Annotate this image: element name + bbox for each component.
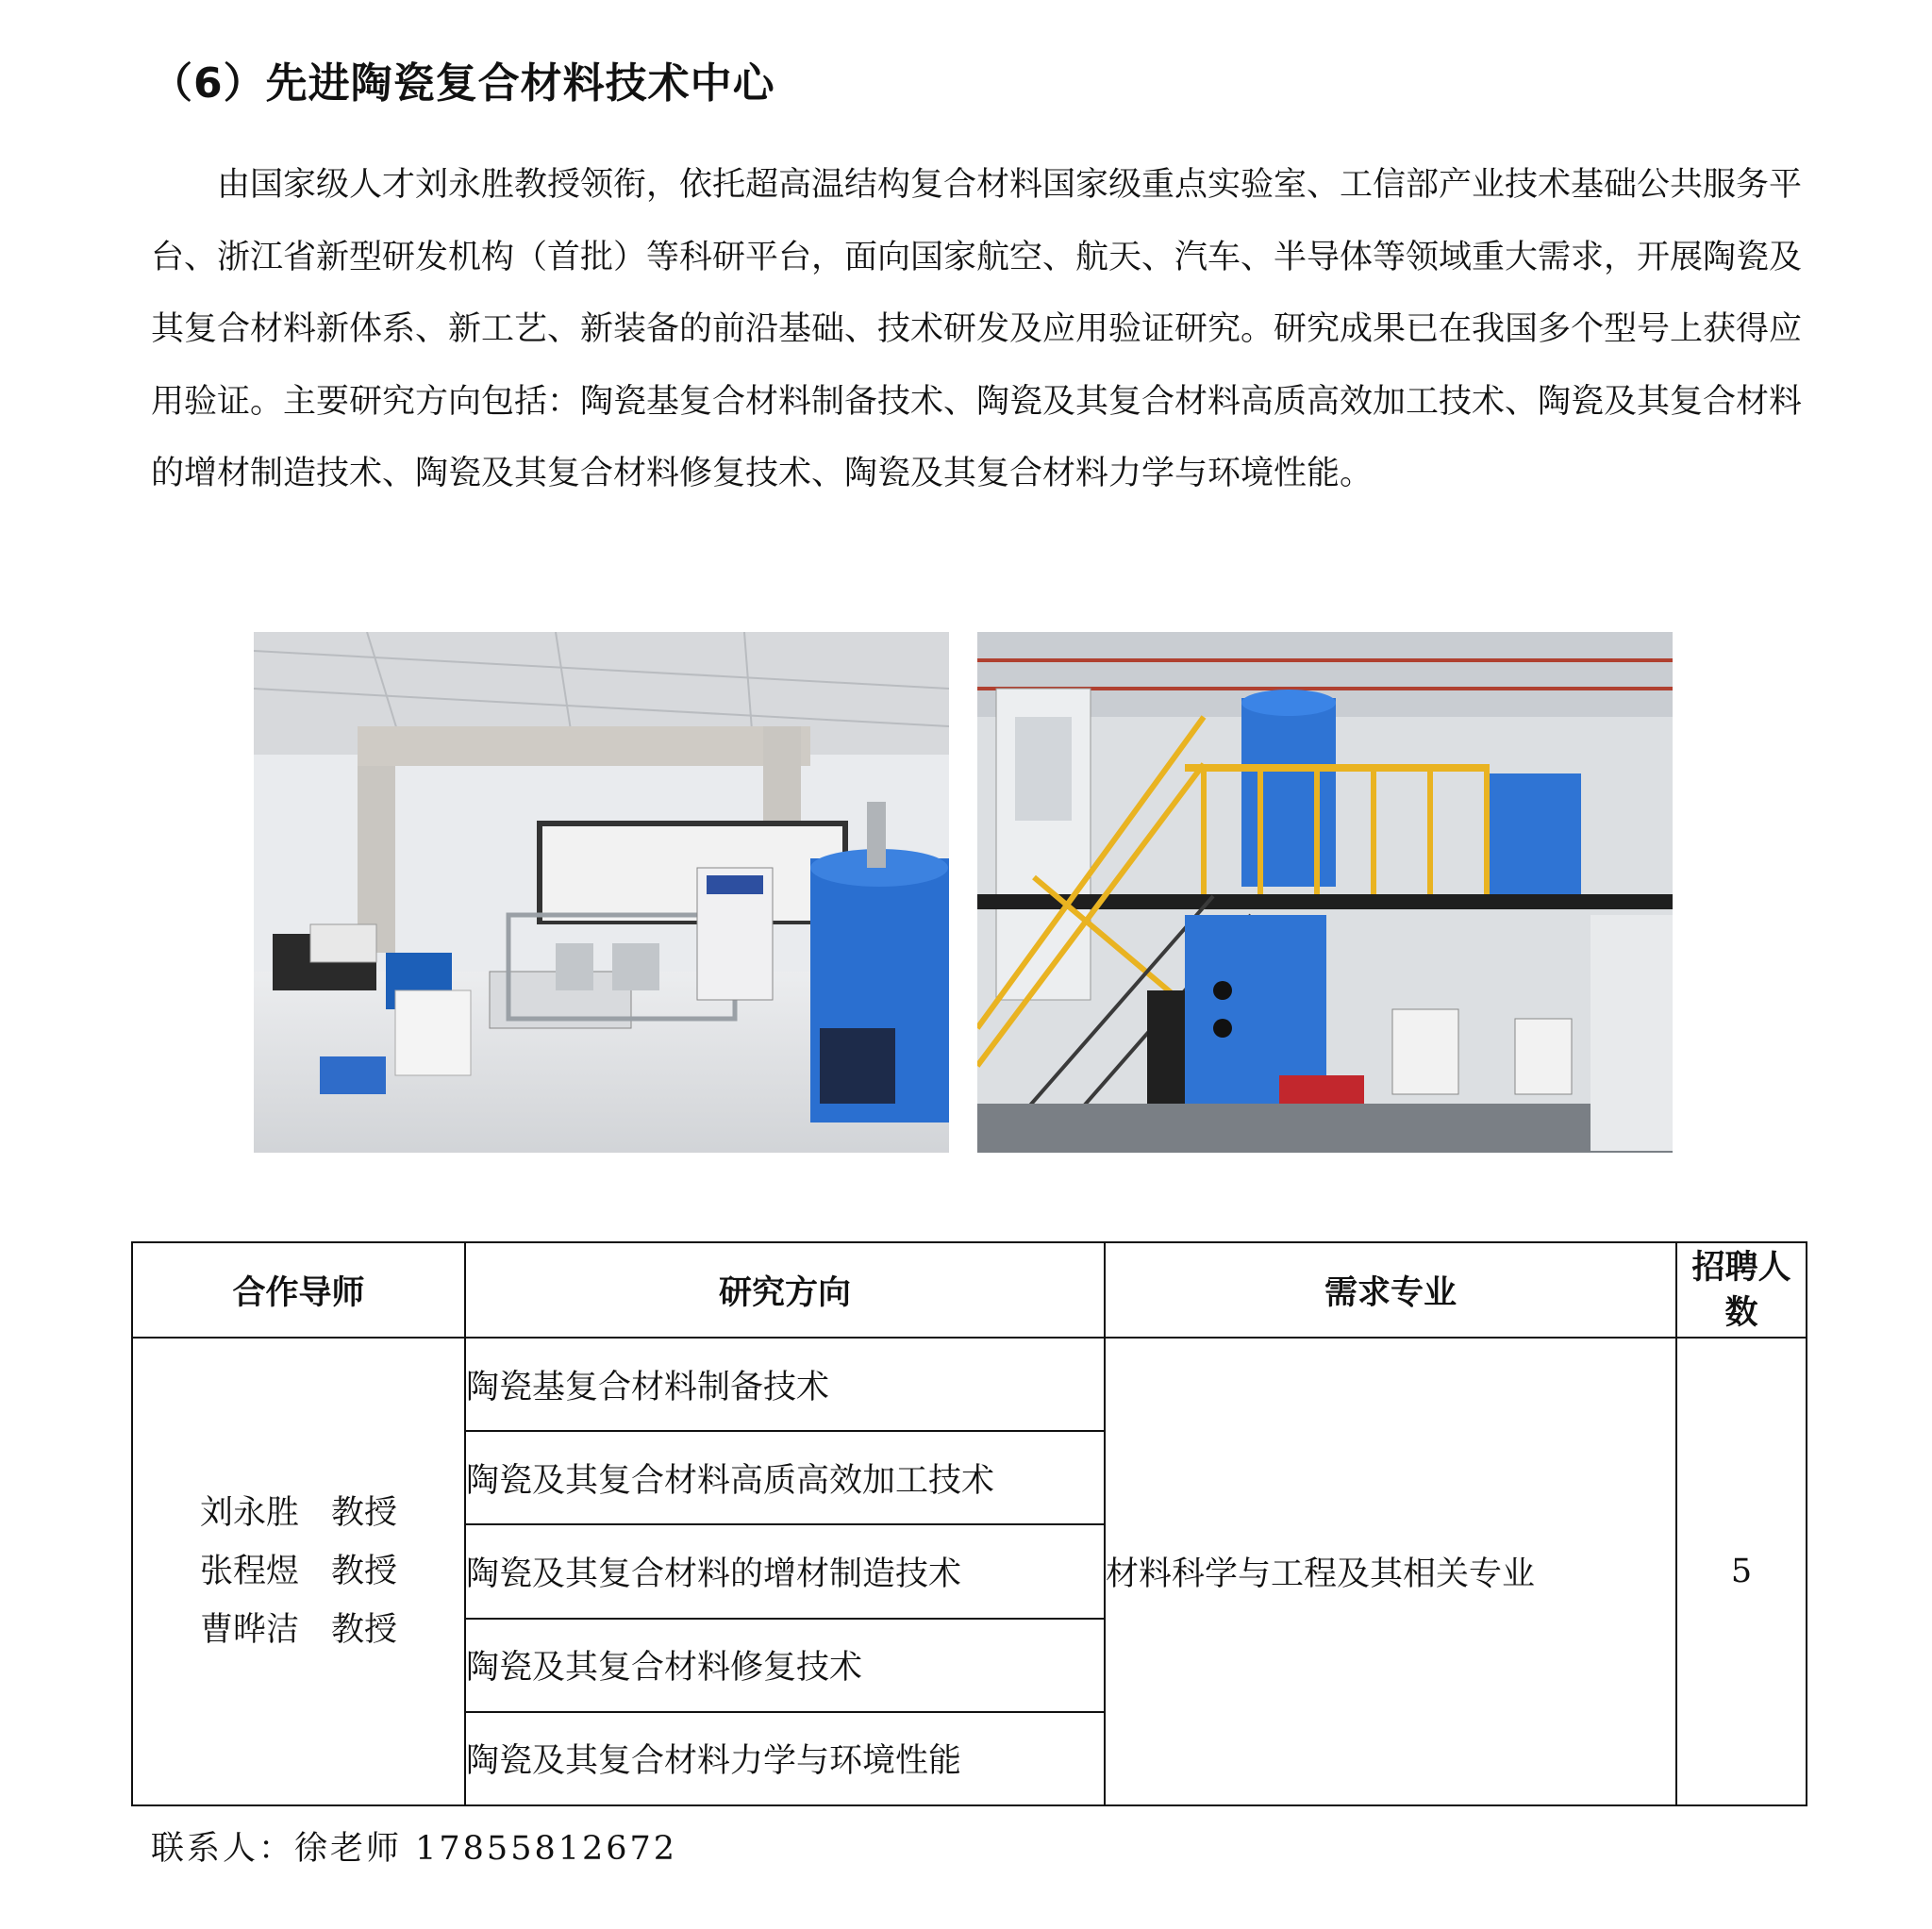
- research-direction: 陶瓷及其复合材料的增材制造技术: [465, 1524, 1105, 1618]
- section-heading: （6）先进陶瓷复合材料技术中心: [151, 59, 775, 108]
- header-direction: 研究方向: [465, 1242, 1105, 1338]
- header-count: 招聘人数: [1676, 1242, 1807, 1338]
- tutor-name: 张程煜: [199, 1553, 299, 1591]
- header-major: 需求专业: [1105, 1242, 1676, 1338]
- furnace-platform-photo: [977, 632, 1673, 1153]
- tutor-entry: [133, 1484, 464, 1542]
- tutor-title: 教授: [331, 1553, 398, 1591]
- tutor-title: 教授: [331, 1494, 398, 1533]
- intro-paragraph: 由国家级人才刘永胜教授领衔，依托超高温结构复合材料国家级重点实验室、工信部产业技术基础公共服务平台、浙江省新型研发机构（首批）等科研平台，面向国家航空、航天、汽车、半导体等领域重大需求，开展陶瓷及其复合材料新体系、新工艺、新装备的前沿基础、技术研发及应用验证研究。研究成果已在我国多个型号上获得应用验证。主要研究方向包括：陶瓷基复合材料制备技术、陶瓷及其复合材料高质高效加工技术、陶瓷及其复合材料的增材制造技术、陶瓷及其复合材料修复技术、陶瓷及其复合材料力学与环境性能。: [151, 166, 1803, 492]
- research-direction: 陶瓷及其复合材料修复技术: [465, 1619, 1105, 1712]
- required-major: 材料科学与工程及其相关专业: [1105, 1338, 1676, 1805]
- table-header-row: [132, 1242, 1807, 1338]
- tutor-entry: [133, 1601, 464, 1659]
- research-direction: 陶瓷及其复合材料力学与环境性能: [465, 1712, 1105, 1805]
- recruitment-table: [131, 1241, 1807, 1806]
- lab-equipment-photo: [254, 632, 949, 1153]
- tutor-name: 曹晔洁: [199, 1611, 299, 1650]
- research-direction: 陶瓷基复合材料制备技术: [465, 1338, 1105, 1431]
- contact-info: 联系人：徐老师 17855812672: [151, 1830, 678, 1868]
- tutor-list: [132, 1338, 465, 1805]
- recruit-count: 5: [1676, 1338, 1807, 1805]
- table-row: [132, 1338, 1807, 1431]
- tutor-title: 教授: [331, 1611, 398, 1650]
- research-direction: 陶瓷及其复合材料高质高效加工技术: [465, 1431, 1105, 1524]
- tutor-name: 刘永胜: [199, 1494, 299, 1533]
- tutor-entry: [133, 1542, 464, 1601]
- header-tutor: 合作导师: [132, 1242, 465, 1338]
